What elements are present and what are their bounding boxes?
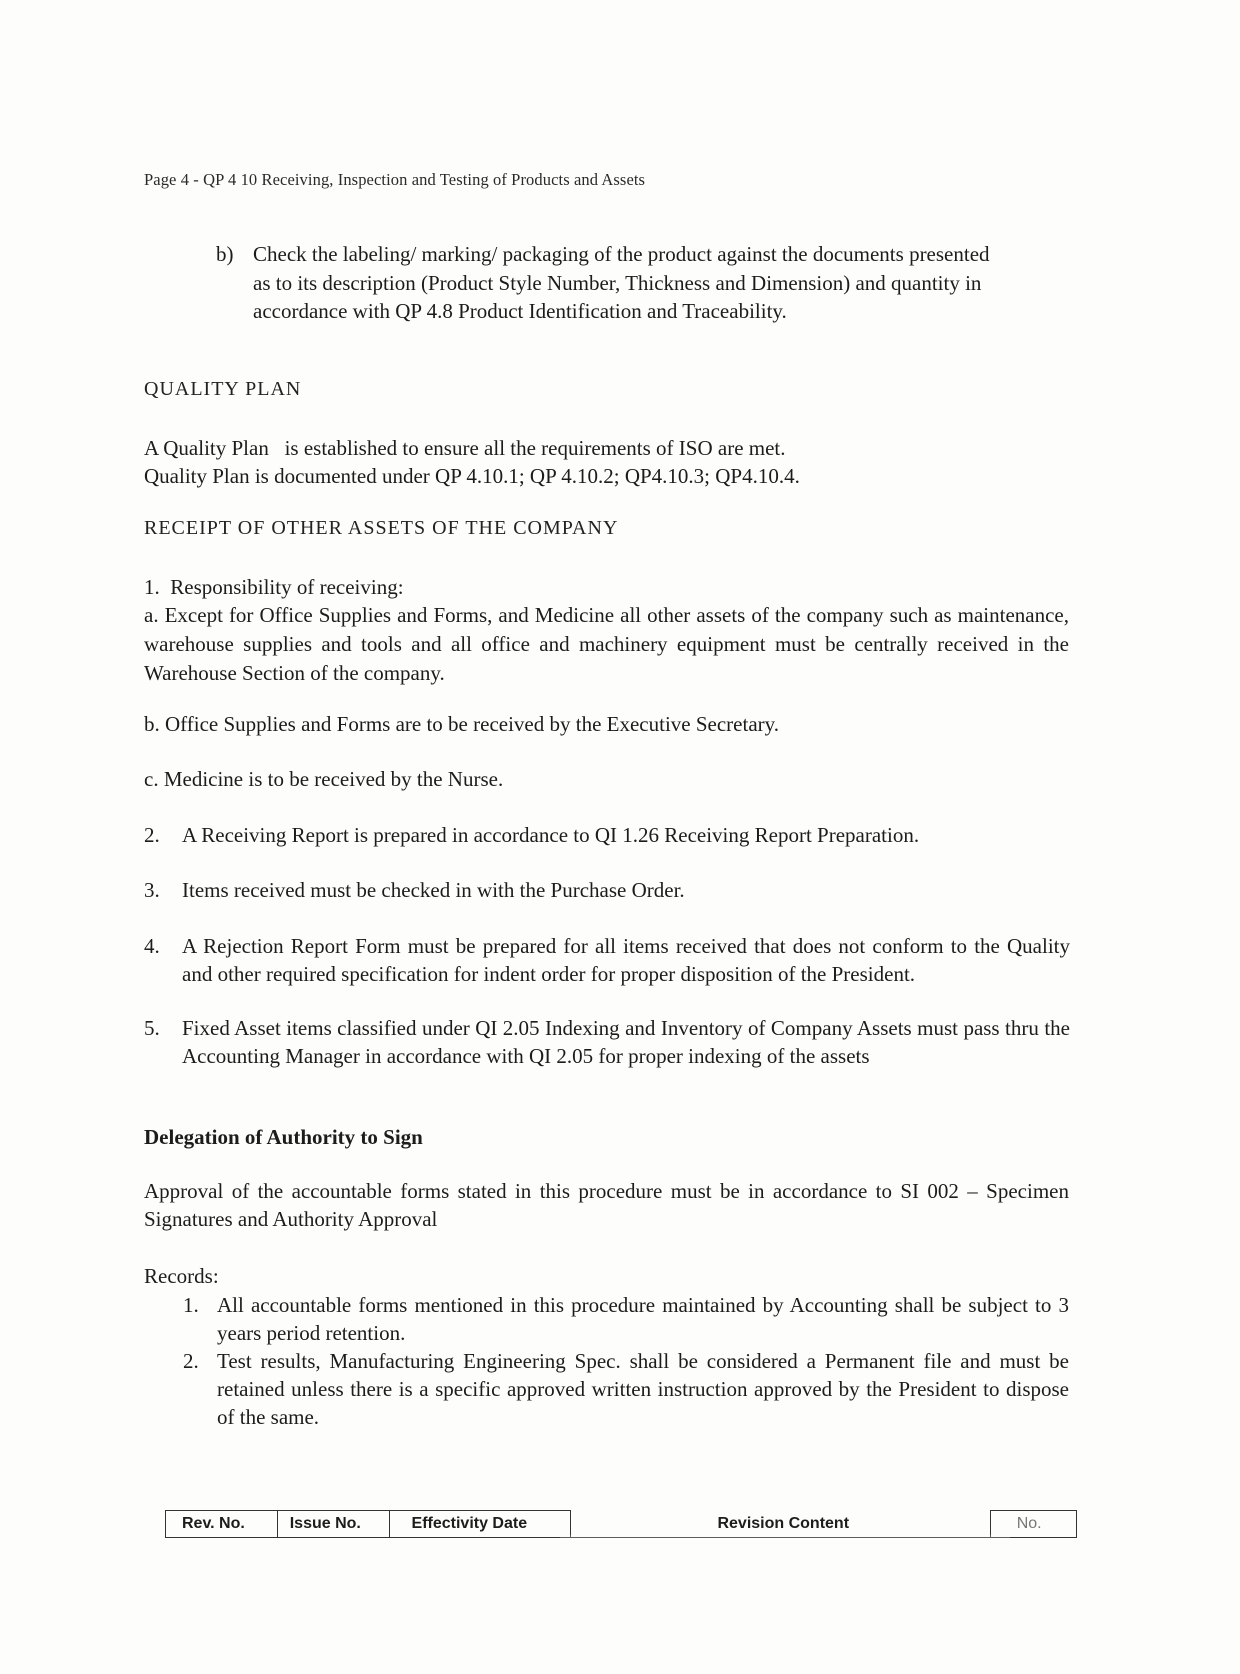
col-rev-no: Rev. No.: [166, 1511, 278, 1538]
delegation-text: Approval of the accountable forms stated in this procedure must be in accordance to SI 002 – Specimen Signatures and Authority Approval: [144, 1179, 1069, 1231]
list-number: 5.: [144, 1016, 160, 1040]
receipt-heading: RECEIPT OF OTHER ASSETS OF THE COMPANY: [144, 517, 619, 539]
list-number: 2.: [144, 823, 160, 847]
col-issue-no: Issue No.: [277, 1511, 389, 1538]
quality-plan-heading: QUALITY PLAN: [144, 378, 302, 400]
list-number: 1.: [183, 1293, 199, 1317]
scan-fade: [560, 1535, 1010, 1655]
quality-plan-line-1: A Quality Plan is established to ensure all the requirements of ISO are met.: [144, 436, 786, 460]
list-number: 2.: [183, 1349, 199, 1373]
page-header: Page 4 - QP 4 10 Receiving, Inspection and Testing of Products and Assets: [144, 170, 646, 189]
responsibility-c: c. Medicine is to be received by the Nurse.: [144, 767, 504, 791]
item-b-line-1: Check the labeling/ marking/ packaging of the product against the documents presented: [253, 242, 990, 266]
revision-table: [165, 1510, 1077, 1538]
responsibility-a: a. Except for Office Supplies and Forms, and Medicine all other assets of the company such as maintenance, warehouse supplies and tools and all office and machinery equipment must be centrally received in the Warehouse Section of the company.: [144, 603, 1069, 685]
records-heading: Records:: [144, 1264, 219, 1288]
item-b-line-2: as to its description (Product Style Number, Thickness and Dimension) and quantity in: [253, 270, 982, 295]
item-b-marker: b): [216, 242, 234, 266]
delegation-heading: Delegation of Authority to Sign: [144, 1125, 423, 1149]
item-b-text: [253, 240, 1068, 326]
list-number: 3.: [144, 878, 160, 902]
list-item-text: Items received must be checked in with the Purchase Order.: [182, 878, 685, 902]
list-item-text: A Rejection Report Form must be prepared for all items received that does not conform to the Quality and other required specification for indent order for proper disposition of the President.: [182, 934, 1070, 986]
item-b-line-3: accordance with QP 4.8 Product Identification and Traceability.: [253, 299, 787, 323]
responsibility-b: b. Office Supplies and Forms are to be received by the Executive Secretary.: [144, 712, 780, 736]
list-number: 4.: [144, 934, 160, 958]
revision-table-header-row: [166, 1511, 1077, 1538]
quality-plan-line-2: Quality Plan is documented under QP 4.10.1; QP 4.10.2; QP4.10.3; QP4.10.4.: [144, 464, 800, 488]
responsibility-title: 1. Responsibility of receiving:: [144, 575, 404, 599]
list-item-text: A Receiving Report is prepared in accordance to QI 1.26 Receiving Report Preparation.: [182, 823, 920, 847]
list-item-text: Fixed Asset items classified under QI 2.05 Indexing and Inventory of Company Assets must pass thru the Accounting Manager in accordance with QI 2.05 for proper indexing of the assets: [182, 1016, 1070, 1068]
col-no: No.: [990, 1511, 1076, 1538]
col-effectivity-date: Effectivity Date: [389, 1511, 570, 1538]
list-item-text: All accountable forms mentioned in this procedure maintained by Accounting shall be subject to 3 years period retention.: [217, 1293, 1069, 1345]
col-revision-content: Revision Content: [570, 1511, 990, 1538]
list-item-text: Test results, Manufacturing Engineering Spec. shall be considered a Permanent file and must be retained unless there is a specific approved written instruction approved by the President to dispose of the same.: [217, 1349, 1069, 1429]
